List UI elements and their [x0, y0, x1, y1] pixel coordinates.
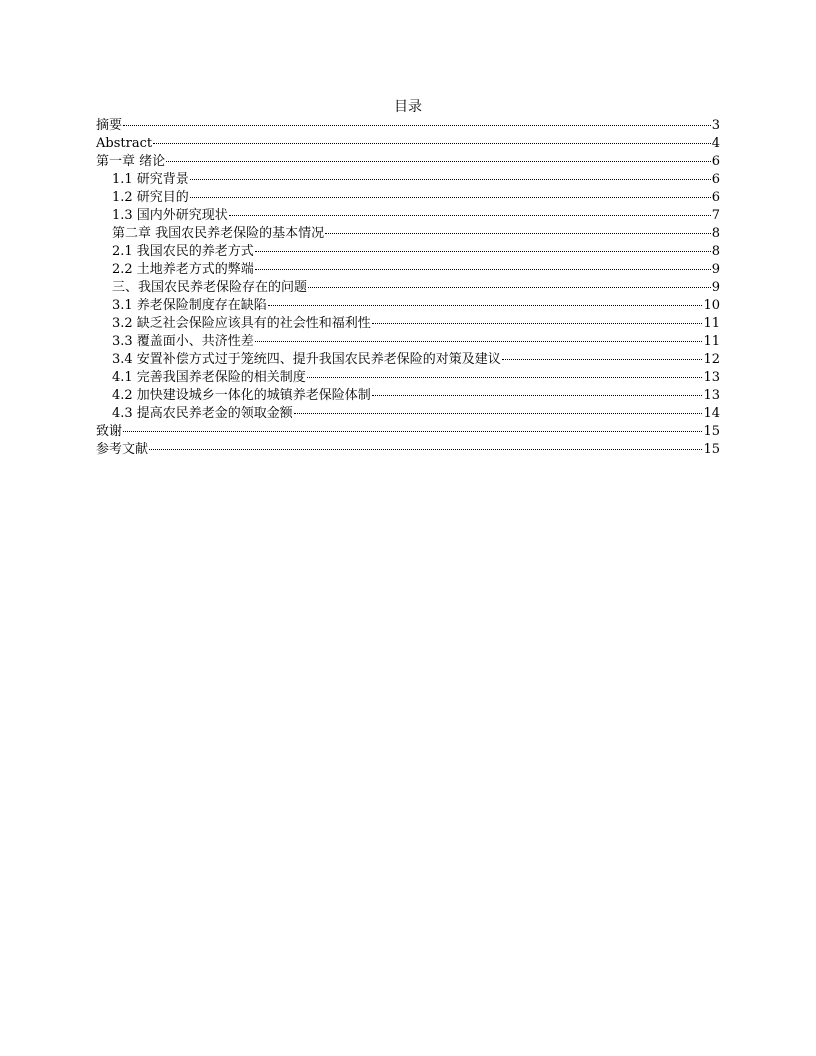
- toc-entry[interactable]: [96, 189, 720, 207]
- toc-entry-title: 3.2 缺乏社会保险应该具有的社会性和福利性: [112, 316, 371, 331]
- toc-dot-leader: [149, 449, 702, 450]
- toc-dot-leader: [502, 359, 703, 360]
- toc-entry[interactable]: [96, 441, 720, 459]
- toc-dot-leader: [229, 215, 711, 216]
- toc-entry-page-number: 11: [703, 334, 720, 349]
- toc-entry[interactable]: [96, 351, 720, 369]
- toc-entry[interactable]: [96, 333, 720, 351]
- toc-entry-title: 4.3 提高农民养老金的领取金额: [112, 406, 293, 421]
- toc-entry[interactable]: [96, 261, 720, 279]
- toc-entry[interactable]: [96, 207, 720, 225]
- toc-entry[interactable]: [96, 423, 720, 441]
- toc-entry-title: 1.2 研究目的: [112, 190, 189, 205]
- toc-entry[interactable]: [96, 405, 720, 423]
- toc-dot-leader: [255, 341, 703, 342]
- toc-entry-title: 4.2 加快建设城乡一体化的城镇养老保险体制: [112, 388, 371, 403]
- toc-entry-page-number: 14: [703, 406, 720, 421]
- toc-entry-page-number: 7: [711, 208, 720, 223]
- toc-entry-title: 致谢: [96, 424, 123, 439]
- toc-dot-leader: [153, 143, 711, 144]
- toc-entry[interactable]: [96, 315, 720, 333]
- toc-dot-leader: [123, 431, 702, 432]
- toc-entry-title: 4.1 完善我国养老保险的相关制度: [112, 370, 306, 385]
- toc-entry[interactable]: [96, 297, 720, 315]
- toc-dot-leader: [268, 305, 703, 306]
- toc-entry[interactable]: [96, 117, 720, 135]
- toc-entry-page-number: 12: [703, 352, 720, 367]
- toc-dot-leader: [255, 269, 711, 270]
- toc-entry-title: Abstract: [96, 136, 153, 151]
- document-page: [96, 98, 720, 459]
- toc-entry-title: 第二章 我国农民养老保险的基本情况: [112, 226, 325, 241]
- toc-entry-page-number: 15: [703, 424, 720, 439]
- toc-dot-leader: [255, 251, 711, 252]
- toc-entry-page-number: 9: [711, 262, 720, 277]
- toc-entry-title: 2.1 我国农民的养老方式: [112, 244, 254, 259]
- toc-entry-title: 1.3 国内外研究现状: [112, 208, 228, 223]
- toc-entry[interactable]: [96, 279, 720, 297]
- toc-entry[interactable]: [96, 135, 720, 153]
- toc-entry-page-number: 8: [711, 226, 720, 241]
- toc-entry-page-number: 3: [711, 118, 720, 133]
- toc-dot-leader: [166, 161, 711, 162]
- toc-entry-title: 摘要: [96, 118, 123, 133]
- toc-dot-leader: [372, 395, 703, 396]
- toc-title: 目录: [394, 99, 422, 115]
- toc-entry-page-number: 13: [703, 370, 720, 385]
- toc-entry[interactable]: [96, 387, 720, 405]
- toc-entry-page-number: 6: [711, 190, 720, 205]
- toc-entry-title: 3.3 覆盖面小、共济性差: [112, 334, 254, 349]
- toc-entry-page-number: 11: [703, 316, 720, 331]
- toc-entry-page-number: 13: [703, 388, 720, 403]
- toc-entry[interactable]: [96, 153, 720, 171]
- toc-entry[interactable]: [96, 243, 720, 261]
- toc-dot-leader: [190, 179, 711, 180]
- toc-entry[interactable]: [96, 225, 720, 243]
- toc-entry[interactable]: [96, 369, 720, 387]
- toc-entry-page-number: 8: [711, 244, 720, 259]
- toc-dot-leader: [123, 125, 711, 126]
- toc-entry-title: 1.1 研究背景: [112, 172, 189, 187]
- toc-entry-page-number: 9: [711, 280, 720, 295]
- toc-entry-title: 参考文献: [96, 442, 149, 457]
- toc-entry-title: 三、我国农民养老保险存在的问题: [112, 280, 308, 295]
- toc-entry-page-number: 15: [703, 442, 720, 457]
- toc-entry-page-number: 4: [711, 136, 720, 151]
- toc-entry-title: 2.2 土地养老方式的弊端: [112, 262, 254, 277]
- toc-entry-page-number: 6: [711, 154, 720, 169]
- toc-dot-leader: [325, 233, 711, 234]
- toc-list: [96, 117, 720, 459]
- toc-dot-leader: [294, 413, 703, 414]
- toc-entry-title: 第一章 绪论: [96, 154, 166, 169]
- toc-dot-leader: [190, 197, 711, 198]
- toc-entry-title: 3.4 安置补偿方式过于笼统四、提升我国农民养老保险的对策及建议: [112, 352, 501, 367]
- toc-dot-leader: [308, 287, 711, 288]
- toc-entry[interactable]: [96, 171, 720, 189]
- toc-dot-leader: [372, 323, 703, 324]
- toc-entry-page-number: 10: [703, 298, 720, 313]
- toc-entry-title: 3.1 养老保险制度存在缺陷: [112, 298, 267, 313]
- toc-entry-page-number: 6: [711, 172, 720, 187]
- toc-dot-leader: [307, 377, 703, 378]
